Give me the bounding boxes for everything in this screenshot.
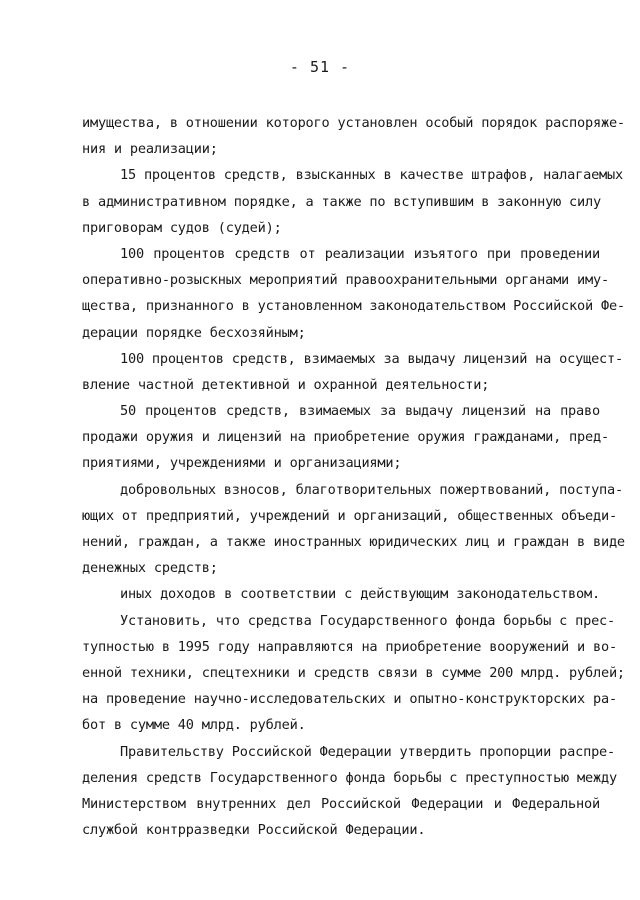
- text-line: 50 процентов средств, взимаемых за выдачу лицензий на право: [120, 403, 600, 420]
- page-number: - 51 -: [289, 58, 351, 76]
- text-line: приговорам судов (судей);: [82, 219, 282, 236]
- text-line: деления средств Государственного фонда борьбы с преступностью между: [82, 769, 617, 786]
- text-line: 15 процентов средств, взысканных в качестве штрафов, налагаемых: [120, 167, 624, 184]
- text-line: щества, признанного в установленном законодательством Российской Фе-: [82, 298, 625, 315]
- text-line: в административном порядке, а также по вступившим в законную силу: [82, 193, 601, 210]
- text-line: Правительству Российской Федерации утвердить пропорции распре-: [120, 743, 616, 760]
- document-body: [82, 110, 625, 843]
- text-line: бот в сумме 40 млрд. рублей.: [82, 717, 306, 734]
- text-line: 100 процентов средств от реализации изъятого при проведении: [120, 245, 600, 262]
- text-line: тупностью в 1995 году направляются на приобретение вооружений и во-: [82, 638, 617, 655]
- text-line: на проведение научно-исследовательских и опытно-конструкторских ра-: [82, 691, 617, 708]
- text-line: 100 процентов средств, взимаемых за выдачу лицензий на осущест-: [120, 350, 624, 367]
- text-line: ния и реализации;: [82, 141, 218, 158]
- text-line: оперативно-розыскных мероприятий правоохранительными органами иму-: [82, 272, 609, 289]
- text-line: имущества, в отношении которого установлен особый порядок распоряже-: [82, 115, 625, 131]
- text-line: продажи оружия и лицензий на приобретение оружия гражданами, пред-: [82, 429, 609, 446]
- text-line: ющих от предприятий, учреждений и организаций, общественных объеди-: [82, 507, 617, 524]
- text-line: дерации порядке бесхозяйным;: [82, 324, 306, 341]
- text-line: иных доходов в соответствии с действующим законодательством.: [120, 586, 600, 603]
- text-line: добровольных взносов, благотворительных пожертвований, поступа-: [120, 481, 624, 498]
- text-line: Установить, что средства Государственного фонда борьбы с прес-: [120, 612, 616, 629]
- text-line: службой контрразведки Российской Федерации.: [82, 822, 426, 839]
- text-line: денежных средств;: [82, 560, 218, 577]
- text-line: вление частной детективной и охранной деятельности;: [82, 376, 490, 393]
- text-line: Министерством внутренних дел Российской Федерации и Федеральной: [82, 795, 600, 812]
- text-line: нений, граждан, а также иностранных юридических лиц и граждан в виде: [82, 534, 625, 550]
- text-line: приятиями, учреждениями и организациями;: [82, 455, 402, 472]
- text-line: енной техники, спецтехники и средств связи в сумме 200 млрд. рублей;: [82, 664, 625, 681]
